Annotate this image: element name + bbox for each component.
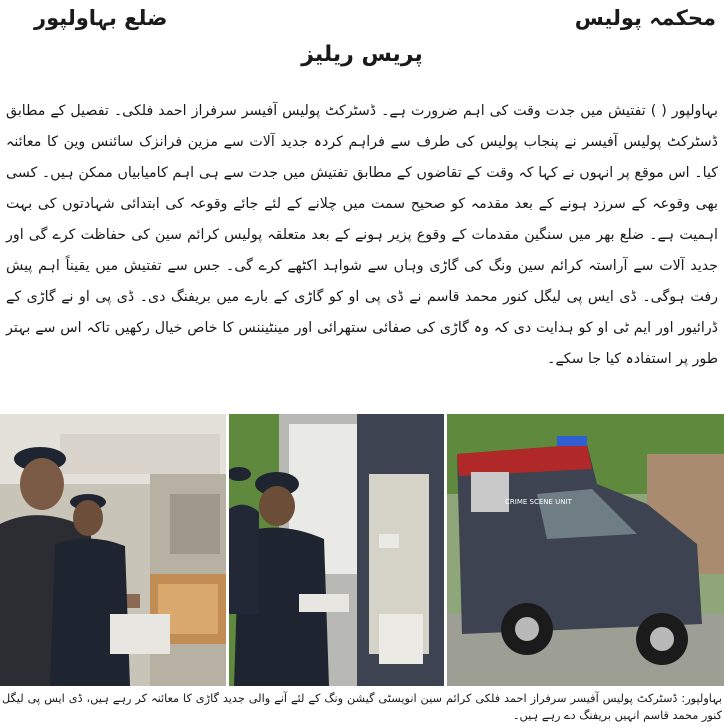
district-heading: ضلع بہاولپور <box>34 6 168 30</box>
photo-inside-van <box>0 414 226 686</box>
photo-strip <box>0 414 724 686</box>
van-sign: CRIME SCENE UNIT <box>505 498 572 506</box>
article-body <box>6 96 718 396</box>
photo-van-rear-door <box>229 414 444 686</box>
dateline: بہاولپور ( ) <box>650 103 718 119</box>
article-text: تفتیش میں جدت وقت کی اہم ضرورت ہے۔ ڈسٹرکٹ پولیس آفیسر سرفراز احمد فلکی۔ تفصیل کے مطابق ڈسٹرکٹ پولیس آفیسر نے پنجاب پولیس کی طرف سے فراہم کردہ جدید آلات سے مزین فرانزک سائنس وین کا معائنہ کیا۔ اس موقع پر انہوں نے کہا کہ وقت کے تقاضوں کے مطابق تفتیش میں جدت سے ہی اہم کامیابیاں ممکن ہیں۔ کسی بھی وقوعہ کے سرزد ہونے کے بعد مقدمہ کو صحیح سمت میں چلانے کے لئے جائے وقوعہ کی ابتدائی شہادتوں کی بہت اہمیت ہے۔ ضلع بھر میں سنگین مقدمات کے وقوع پزیر ہونے کے بعد متعلقہ پولیس کرائم سین کی حفاظت کرے گی اور جدید آلات سے آراستہ کرائم سین ونگ کی گاڑی وہاں سے شواہد اکٹھے کرے گی۔ جس سے تفتیش میں یقیناً اہم پیش رفت ہوگی۔ ڈی ایس پی لیگل کنور محمد قاسم نے ڈی پی او کو گاڑی کے بارے میں بریفنگ دی۔ ڈی پی او نے گاڑی کے ڈرائیور اور ایم ٹی او کو ہدایت دی کہ وہ گاڑی کی صفائی ستھرائی اور مینٹیننس کا خاص خیال رکھیں تاکہ اس سے بہتر طور پر استفادہ کیا جا سکے۔ <box>6 103 718 367</box>
press-release-title: پریس ریلیز <box>301 42 423 67</box>
department-heading: محکمہ پولیس <box>574 6 716 30</box>
photo-crime-scene-van <box>447 414 724 686</box>
photo-caption: بہاولپور: ڈسٹرکٹ پولیس آفیسر سرفراز احمد فلکی کرائم سین انویسٹی گیشن ونگ کے لئے آنے والی جدید گاڑی کا معائنہ کر رہے ہیں، ڈی ایس پی لیگل کنور محمد قاسم انہیں بریفنگ دے رہے ہیں۔ <box>2 692 722 722</box>
